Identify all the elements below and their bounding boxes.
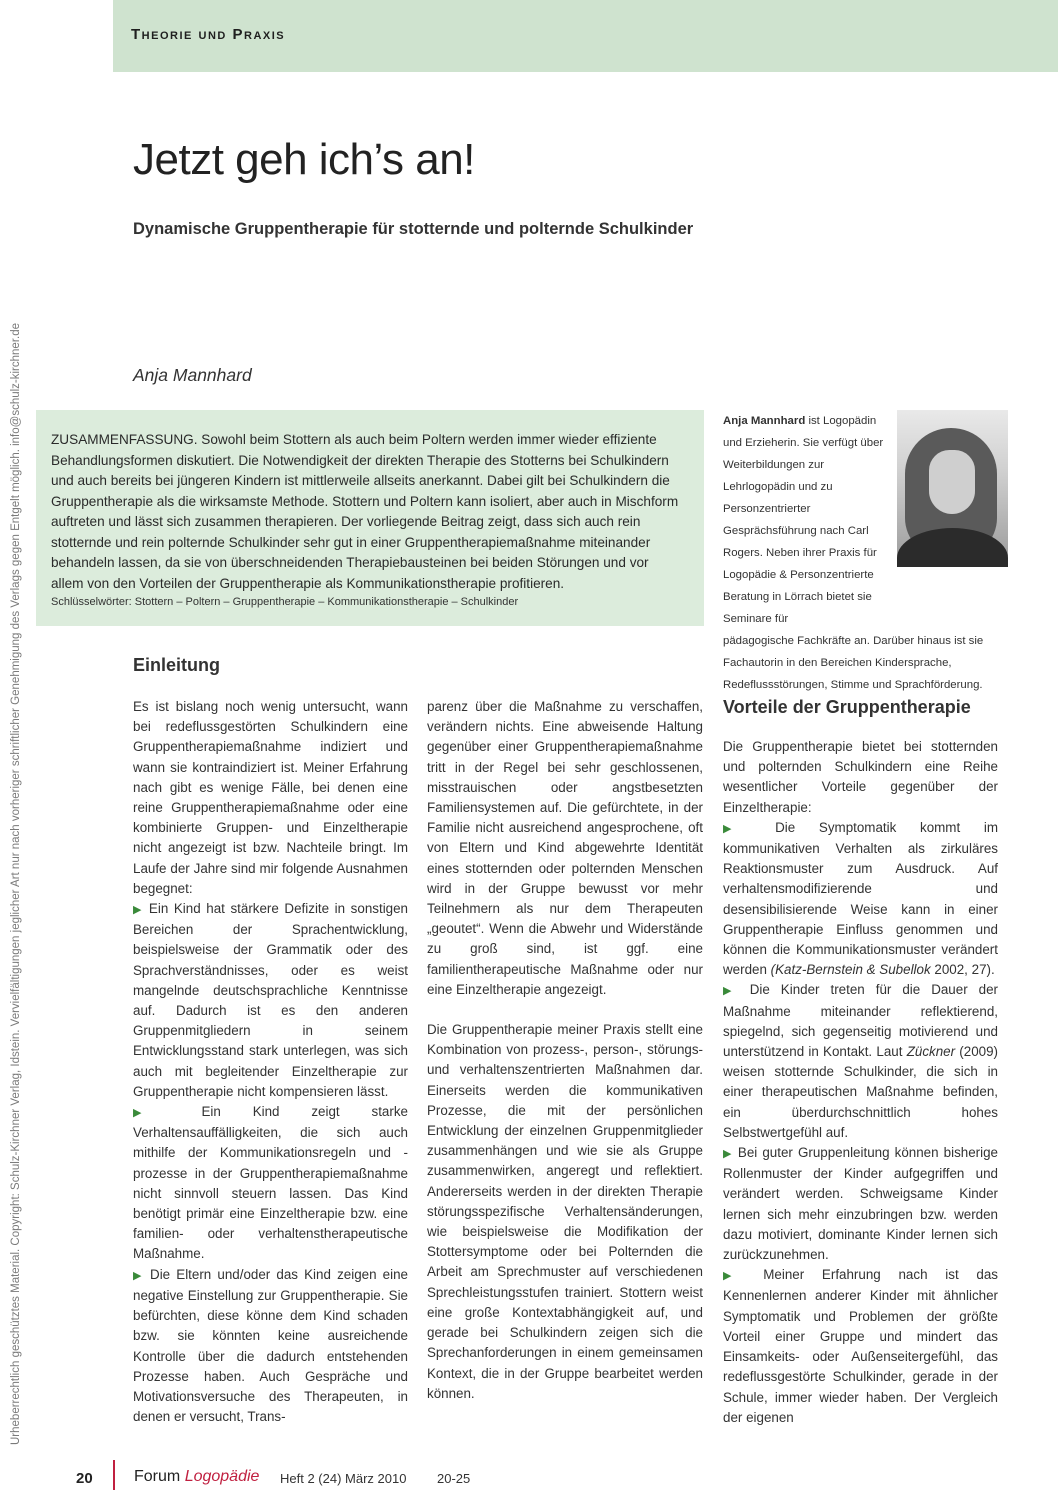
triangle-bullet-icon: ▶ bbox=[723, 1148, 733, 1161]
journal-name: Forum Logopädie bbox=[134, 1468, 260, 1485]
column-2 bbox=[427, 697, 703, 1404]
triangle-bullet-icon: ▶ bbox=[133, 1269, 144, 1282]
author-bio-top bbox=[723, 410, 891, 630]
article-title: Jetzt geh ich’s an! bbox=[133, 135, 475, 184]
col1-paragraph: Es ist bislang noch wenig untersucht, wann bei redeflussgestörten Schulkindern eine Gruppentherapiemaßnahme indiziert und wann sie kontraindiziert ist. Meiner Erfahrung nach gibt es wenige Fälle, bei denen eine reine Gruppentherapiemaßnahme oder eine kombinierte Gruppen- und Einzeltherapie nicht angezeigt ist bzw. Nachteile bringt. Im Laufe der Jahre sind mir folgende Ausnahmen begegnet: bbox=[133, 699, 408, 896]
col3-bullet-4: ▶ Meiner Erfahrung nach ist das Kennenlernen anderer Kinder mit ähnlicher Symptomatik und Problemen der größte Vorteil einer Gruppe und mindert das Einsamkeits- oder Außenseitergefühl, das redeflussgestörte Schulkinder, gerade in der Schule, immer wieder haben. Der Vergleich der eigenen bbox=[723, 1267, 998, 1425]
col3-bullet-3: ▶ Bei guter Gruppenleitung können bisherige Rollenmuster der Kinder aufgegriffen und verändert werden. Schweigsame Kinder lernen sich mehr einzubringen bzw. werden dazu motiviert, dominante Kinder lernen sich zurückzunehmen. bbox=[723, 1145, 998, 1263]
triangle-bullet-icon: ▶ bbox=[723, 1270, 746, 1283]
article-author: Anja Mannhard bbox=[133, 365, 252, 385]
col2-paragraph-2: Die Gruppentherapie meiner Praxis stellt eine Kombination von prozess-, person-, störungs- und verhaltenszentrierten Maßnahmen dar. Einerseits werden die kommunikativen Prozesse, die mit der persönlichen Entwicklung der einzelnen Gruppenmitglieder zusammenhängen und wie sie als Gruppe zusammenwirken, angeregt und reflektiert. Andererseits werden in der direkten Therapie störungsspezifische Verhaltensänderungen, wie beispielsweise die Modifikation der Stottersymptome oder bei Polternden die Arbeit am Sprechmuster auf verschiedenen Sprechleistungsstufen trainiert. Stottern weist eine große Kontextabhängigkeit auf, und gerade bei Schulkindern zeigen sich die Sprechanforderungen in einem gemeinsamen Kontext, die in der Gruppe bearbeitet werden können. bbox=[427, 1022, 703, 1401]
page-range: 20-25 bbox=[437, 1471, 471, 1486]
column-1 bbox=[133, 697, 408, 1427]
col3-bullet-2: ▶ Die Kinder treten für die Dauer der Maßnahme miteinander reflektierend, spiegelnd, sich gegenseitig motivierend und unterstützend in Kontakt. Laut Zückner (2009) weisen stotternde Schulkinder, die sich in einer therapeutischen Maßnahme befinden, ein überdurchschnittlich hohes Selbstwertgefühl auf. bbox=[723, 982, 998, 1140]
page-number: 20 bbox=[76, 1470, 93, 1487]
bio-text-1: ist Logopädin und Erzieherin. Sie verfügt über Weiterbildungen zur Lehrlogopädin und zu Personzentrierter Gesprächsführung nach Carl Rogers. Neben ihrer Praxis für Logopädie & Personzentrierte Beratung in Lörrach bietet sie Seminare für bbox=[723, 415, 884, 625]
bio-text-2: pädagogische Fachkräfte an. Darüber hinaus ist sie Fachautorin in den Bereichen Kindersprache, Redeflussstörungen, Stimme und Sprachförderung. bbox=[723, 635, 984, 691]
col3-bullet-1: ▶ Die Symptomatik kommt im kommunikativen Verhalten als zirkuläres Reaktionsmuster zum Ausdruck. Auf verhaltensmodifizierende und desensibilisierende Weise kann in einer Gruppentherapie Einfluss genommen und können die Kommunikationsmuster verändert werden (Katz-Bernstein & Subellok 2002, 27). bbox=[723, 819, 998, 978]
triangle-bullet-icon: ▶ bbox=[133, 1107, 170, 1120]
keywords: Schlüsselwörter: Stottern – Poltern – Gruppentherapie – Kommunikationstherapie – Schulkinder bbox=[51, 596, 519, 608]
col1-bullet-1: ▶ Ein Kind hat stärkere Defizite in sonstigen Bereichen der Sprachentwicklung, beispielsweise der Grammatik oder des Sprachverständnisses, oder es weist mangelnde deutschsprachliche Kenntnisse auf. Dadurch ist es den anderen Gruppenmitgliedern in seinem Entwicklungsstand stark unterlegen, was sich auch mit begleitender Einzeltherapie zur Gruppentherapie nicht kompensieren lässt. bbox=[133, 901, 409, 1099]
col1-bullet-3: ▶ Die Eltern und/oder das Kind zeigen eine negative Einstellung zur Gruppentherapie. Sie befürchten, diese könne dem Kind schaden bzw. sie könnten keine ausreichende Kontrolle über die dadurch entstehenden Prozesse haben. Auch Gespräche und Motivationsversuche des Therapeuten, in denen er versucht, Trans- bbox=[133, 1266, 408, 1425]
triangle-bullet-icon: ▶ bbox=[133, 904, 144, 917]
author-bio bbox=[723, 410, 1008, 696]
footer-rule bbox=[113, 1460, 115, 1490]
abstract-text: ZUSAMMENFASSUNG. Sowohl beim Stottern als auch beim Poltern werden immer wieder effiziente Behandlungsformen diskutiert. Die Notwendigkeit der direkten Therapie des Stotterns bei Schulkindern und auch bereits bei jüngeren Kindern ist mittlerweile allseits anerkannt. Dabei gilt bei Schulkindern die Gruppentherapie als die wirksamste Methode. Stottern und Poltern kann isoliert, aber auch in Mischform auftreten und lässt sich zusammen therapieren. Der vorliegende Beitrag zeigt, dass sich auch rein stotternde und rein polternde Schulkinder sehr gut in einer Gruppentherapiemaßnahme miteinander behandeln lassen, da sie von überschneidenden Therapiebausteinen bei beiden Störungen und vor allem von den Vorteilen der Gruppentherapie als Kommunikationstherapie profitieren. bbox=[51, 432, 679, 591]
copyright-side-note: Urheberrechtlich geschütztes Material. Copyright: Schulz-Kirchner Verlag, Idstein. Vervielfältigungen jeglicher Art nur nach vorheriger schriftlicher Genehmigung des Verlags gegen Entgelt möglich. info@schulz-kirchner.de bbox=[10, 323, 22, 1445]
bio-name: Anja Mannhard bbox=[723, 415, 806, 427]
column-3 bbox=[723, 737, 998, 1428]
col2-paragraph-1: parenz über die Maßnahme zu verschaffen, verändern nichts. Eine abweisende Haltung gegenüber einer Gruppentherapiemaßnahme tritt in der Regel bei sehr geschlossenen, misstrauischen oder angstbesetzten Familiensystemen auf. Die gefürchtete, in der Familie nicht ausreichend angesprochene, oft von Eltern und Kind abgewehrte Identität eines stotternden oder polternden Menschen wird in der Gruppe bewusst vor mehr Teilnehmern als nur dem Therapeuten „geoutet“. Wenn die Abwehr und Widerstände zu groß sind, ist ggf. eine familientherapeutische Maßnahme oder nur eine Einzeltherapie angezeigt. bbox=[427, 699, 703, 997]
abstract-box bbox=[36, 410, 704, 626]
triangle-bullet-icon: ▶ bbox=[723, 985, 739, 998]
section-label: Theorie und Praxis bbox=[131, 26, 286, 43]
triangle-bullet-icon: ▶ bbox=[723, 822, 752, 835]
article-subtitle: Dynamische Gruppentherapie für stotternde und polternde Schulkinder bbox=[133, 220, 694, 238]
col1-bullet-2: ▶ Ein Kind zeigt starke Verhaltensauffälligkeiten, die sich auch mithilfe der Kommunikationsregeln und -prozesse in der Gruppentherapiemaßnahme nicht sinnvoll steuern lassen. Das Kind benötigt primär eine Einzeltherapie bzw. eine familien- oder verhaltenstherapeutische Maßnahme. bbox=[133, 1104, 408, 1262]
heading-einleitung: Einleitung bbox=[133, 655, 220, 675]
heading-vorteile: Vorteile der Gruppentherapie bbox=[723, 697, 971, 717]
col3-paragraph: Die Gruppentherapie bietet bei stotternden und polternden Schulkindern eine Reihe wesentlicher Vorteile gegenüber der Einzeltherapie: bbox=[723, 739, 998, 815]
issue-info: Heft 2 (24) März 2010 bbox=[280, 1471, 407, 1486]
